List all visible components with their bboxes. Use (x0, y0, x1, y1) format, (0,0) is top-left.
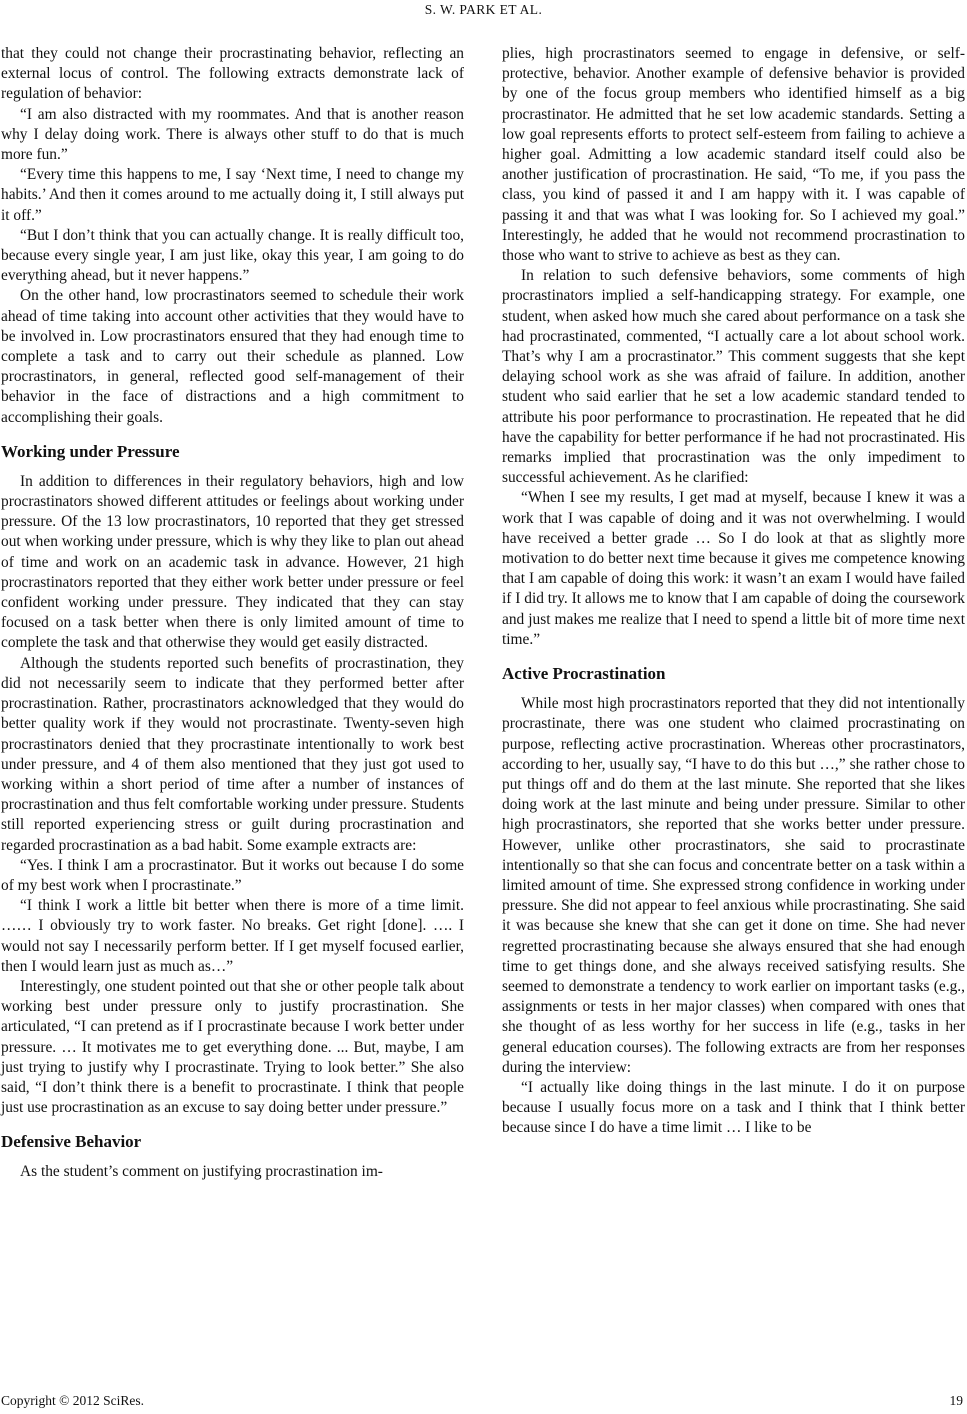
section-heading: Defensive Behavior (1, 1132, 142, 1152)
left-column (1, 44, 464, 1183)
paragraph: “I am also distracted with my roommates. And that is another reason why I delay doing work. There is always other stuff to do that is much more fun.” (1, 105, 464, 164)
running-head: S. W. PARK ET AL. (424, 2, 543, 17)
paragraph: “But I don’t think that you can actually change. It is really difficult too, because every single year, I am just like, okay this year, I am going to do everything ahead, but it never happens.” (1, 226, 464, 285)
paragraph: On the other hand, low procrastinators seemed to schedule their work ahead of time taking into account other activities that they would have to be involved in. Low procrastinators ensured that they had enough time to complete a task and to carry out their schedule as planned. Low procrastinators, in general, reflected good self-management of their behavior in the face of distractions and a high commitment to accomplishing their goals. (1, 287, 464, 426)
paragraph: In addition to differences in their regulatory behaviors, high and low procrastinators showed different attitudes or feelings about working under pressure. Of the 13 low procrastinators, 10 reported that they get stressed out when working under pressure, which is why they like to plan out ahead of time and work on an academic task in advance. However, 21 high procrastinators reported that they either work better under pressure or feel confident working under pressure. They indicated that they can stay focused on a task better when there is only limited amount of time to complete the task and that otherwise they would get easily distracted. (1, 472, 464, 652)
page-number: 19 (949, 1393, 963, 1408)
section-heading: Active Procrastination (502, 664, 666, 684)
paragraph: “I think I work a little bit better when there is more of a time limit. …… I obviously try to work faster. No breaks. Get right [done]. …. I would not say I necessarily perform better. If I get myself focused earlier, then I would learn just as much as…” (1, 897, 464, 975)
copyright-notice: Copyright © 2012 SciRes. (1, 1393, 145, 1408)
paragraph: that they could not change their procrastinating behavior, reflecting an external locus of control. The following extracts demonstrate lack of regulation of behavior: (1, 45, 464, 103)
paragraph: “When I see my results, I get mad at myself, because I knew it was a work that I was capable of doing and it was not overwhelming. I would have received a better grade … So I do look at that as slightly more motivation to do better next time because it gives me competence knowing that I am capable of doing this work: it wasn’t an exam I would have failed if I did try. It allows me to know that I am capable of doing the coursework and just makes me realize that I need to spend a little bit of more time next time.” (502, 489, 965, 648)
paragraph: As the student’s comment on justifying procrastination im- (20, 1163, 383, 1181)
paragraph: “I actually like doing things in the last minute. I do it on purpose because I usually focus more on a task and I think that I think better because since I do have a time limit … I like to be (502, 1078, 965, 1137)
paragraph: “Yes. I think I am a procrastinator. But it works out because I do some of my best work when I procrastinate.” (1, 856, 464, 894)
section-heading: Working under Pressure (1, 441, 180, 461)
paragraph: Interestingly, one student pointed out that she or other people talk about working best under pressure only to justify procrastination. She articulated, “I can pretend as if I procrastinate because I work better under pressure. … It motivates me to get everything done. ... But, maybe, I am just trying to justify why I procrastinate. Trying to look better.” She also said, “I don’t think there is a benefit to procrastinate. I think that people just use procrastination as an excuse to say doing better under pressure.” (1, 977, 464, 1117)
paragraph: Although the students reported such benefits of procrastination, they did not necessarily seem to indicate that they performed better after procrastination. Rather, procrastinators acknowledged that they would do better quality work if they would not procrastinate. Twenty-seven high procrastinators denied that they procrastinate intentionally to work best under pressure, and 4 of them also mentioned that they just got used to working within a short period of time after a number of instances of procrastination and thus felt comfortable working under pressure. Students still reported experiencing stress or guilt during procrastination and regarded procrastination as a bad habit. Some example extracts are: (1, 654, 464, 854)
right-column (502, 44, 965, 1139)
paragraph: While most high procrastinators reported that they did not intentionally procrastinate, there was one student who claimed procrastinating on purpose, reflecting active procrastination. Whereas other procrastinators, according to her, usually say, “I have to do this but …,” she rather chose to put things off and do them at the last minute. She reported that she likes doing work at the last minute and being under pressure. Similar to other high procrastinators, she reported that she works better under pressure. However, unlike other procrastinators, she said to procrastinate intentionally so that she can focus and concentrate better on a task within a limited amount of time. She expressed strong confidence in working under pressure. She did not appear to feel anxious while procrastinating. She said it was because she knew that she can get it done on time. She had never regretted procrastinating because she always ensured that she had enough time to get things done, and she always received satisfying results. She seemed to demonstrate a tendency to work earlier on important tasks (e.g., assignments or tests in her major classes) when compared with ones that she thought of as less worthy for her success in life (e.g., tasks in her general education courses). The following extracts are from her responses during the interview: (502, 695, 965, 1076)
paragraph: “Every time this happens to me, I say ‘Next time, I need to change my habits.’ And then it comes around to me actually doing it, I still always put it off.” (1, 166, 464, 224)
paragraph: In relation to such defensive behaviors, some comments of high procrastinators implied a self-handicapping strategy. For example, one student, when asked how much she cared about performance on a task she had procrastinated, commented, “I actually care a lot about school work. That’s why I am a procrastinator.” This comment suggests that she kept delaying school work as she was afraid of failure. In addition, another student who said earlier that he set a low academic standard tended to attribute his poor performance to procrastination. He repeated that he did have the capability for better performance if he had not procrastinated. His remarks implied that procrastination was the only impediment to successful achievement. As he clarified: (502, 267, 965, 487)
paragraph: plies, high procrastinators seemed to engage in defensive, or self-protective, behavior. Another example of defensive behavior is provided by one of the focus group members who identified himself as a big procrastinator. He admitted that he set low academic standards. Setting a low goal represents efforts to protect self-esteem from failing to achieve a higher goal. Admitting a low academic standard itself could also be another justification of procrastination. He said, “To me, if you pass the class, you kind of passed it and I am happy with it. I was capable of passing it and that was what I was looking for. So I achieved my goal.” Interestingly, he added that he would not recommend procrastination to those who want to strive to achieve as best as they can. (502, 45, 965, 265)
